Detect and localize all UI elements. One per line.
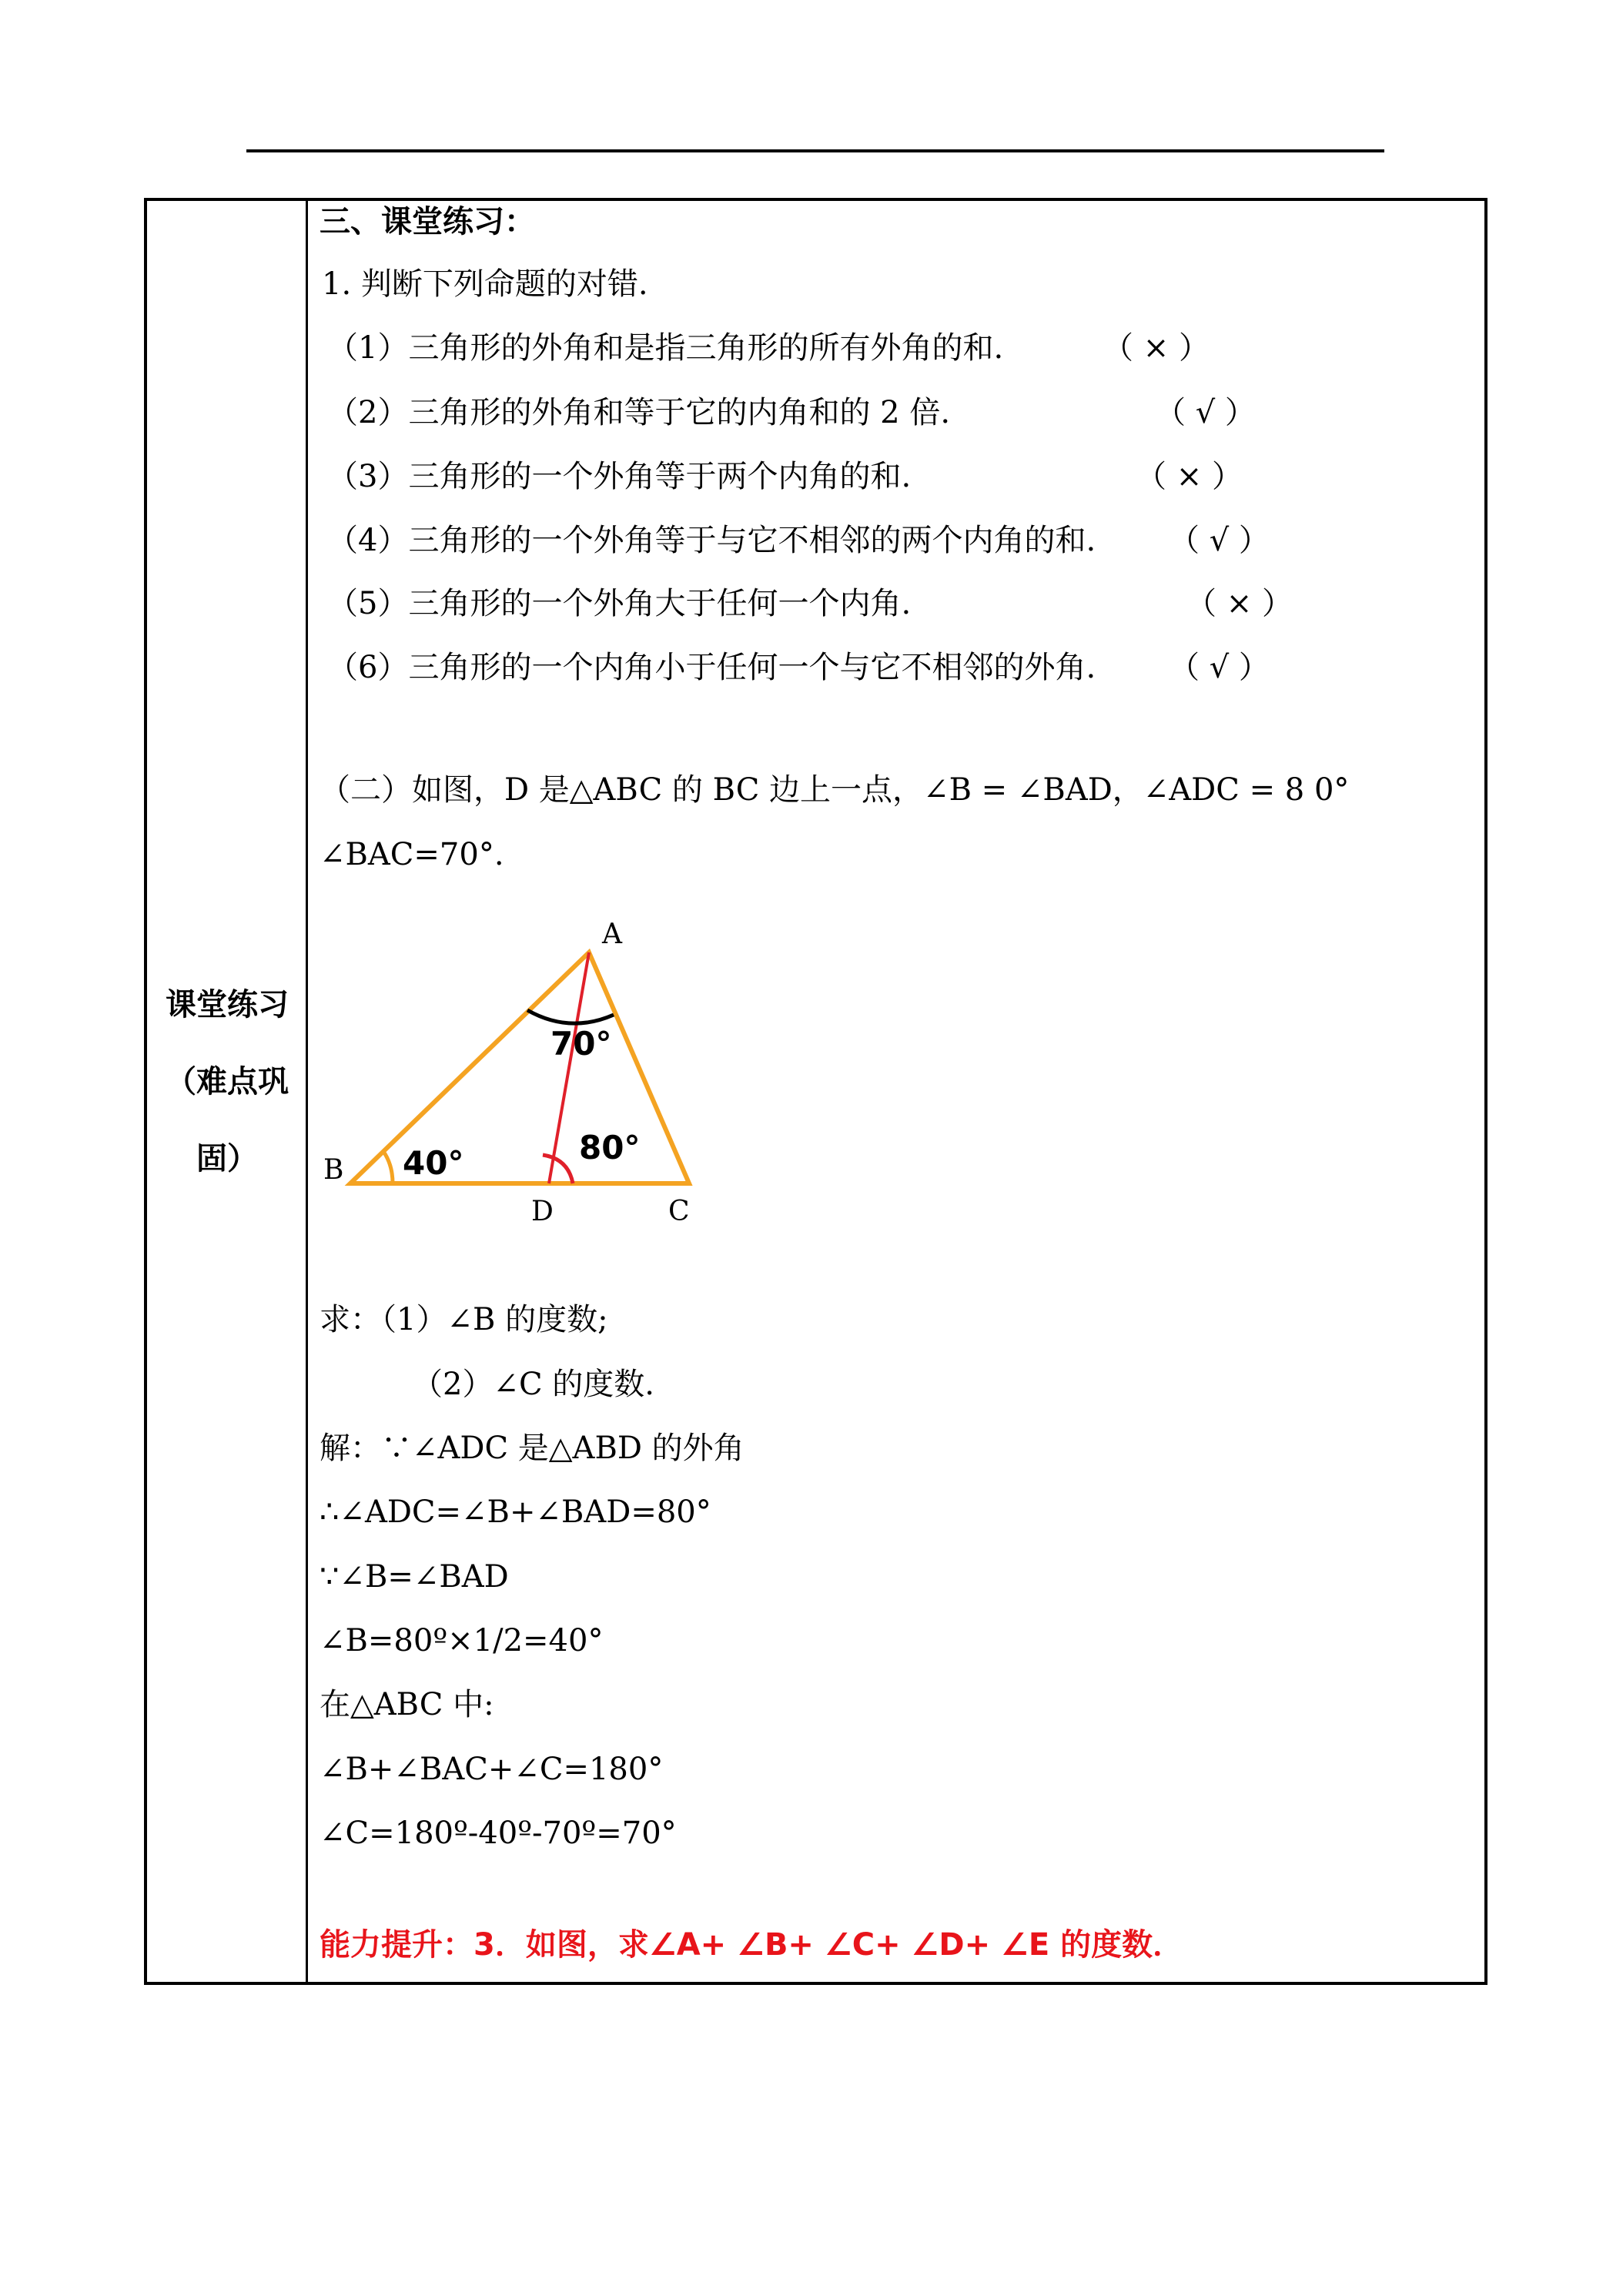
q1-answer-4: （ √ ） xyxy=(1169,523,1270,558)
vertex-label-d: D xyxy=(531,1196,554,1227)
q3-statement: 能力提升：3．如图，求∠A+ ∠B+ ∠C+ ∠D+ ∠E 的度数． xyxy=(320,1927,1184,1963)
solution-line-1: 解：∵∠ADC 是△ABD 的外角 xyxy=(320,1431,745,1466)
left-label-line-3: 固） xyxy=(196,1141,258,1176)
angle-label-b: 40° xyxy=(403,1144,464,1182)
solution-line-2: ∴∠ADC=∠B+∠BAD=80° xyxy=(320,1494,711,1530)
q1-item-1: （1）三角形的外角和是指三角形的所有外角的和. xyxy=(327,330,1004,366)
q1-item-6: （6）三角形的一个内角小于任何一个与它不相邻的外角. xyxy=(327,650,1096,685)
ask-line-2: （2）∠C 的度数. xyxy=(412,1367,654,1402)
angle-arc-a xyxy=(527,1010,614,1023)
angle-arc-b xyxy=(383,1150,393,1183)
angle-label-d: 80° xyxy=(579,1129,641,1166)
solution-line-4: ∠B=80º×1/2=40° xyxy=(320,1623,604,1658)
section-title: 三、课堂练习： xyxy=(320,204,535,239)
solution-line-5: 在△ABC 中: xyxy=(320,1687,494,1722)
vertex-label-b: B xyxy=(323,1154,344,1186)
q1-answer-5: （ × ） xyxy=(1186,586,1293,621)
left-label-line-2: （难点巩 xyxy=(166,1064,289,1099)
solution-line-6: ∠B+∠BAC+∠C=180° xyxy=(320,1752,664,1787)
solution-line-7: ∠C=180º-40º-70º=70° xyxy=(320,1816,677,1851)
q1-item-2: （2）三角形的外角和等于它的内角和的 2 倍. xyxy=(327,395,951,430)
q1-title: 1. 判断下列命题的对错. xyxy=(322,266,648,302)
q1-answer-1: （ × ） xyxy=(1103,330,1210,366)
angle-label-a: 70° xyxy=(550,1025,612,1063)
q2-statement-line-1: （二）如图，D 是△ABC 的 BC 边上一点，∠B = ∠BAD，∠ADC = 8 0° xyxy=(320,772,1350,808)
left-label-line-1: 课堂练习 xyxy=(166,987,289,1022)
ask-line-1: 求：（1）∠B 的度数; xyxy=(320,1302,608,1337)
q1-answer-2: （ √ ） xyxy=(1155,395,1256,430)
q1-answer-6: （ √ ） xyxy=(1169,650,1270,685)
q1-item-4: （4）三角形的一个外角等于与它不相邻的两个内角的和. xyxy=(327,523,1096,558)
q1-answer-3: （ × ） xyxy=(1136,459,1243,494)
vertex-label-c: C xyxy=(668,1196,690,1227)
q2-statement-line-2: ∠BAC=70°. xyxy=(320,837,504,872)
solution-line-3: ∵∠B=∠BAD xyxy=(320,1559,509,1595)
vertex-label-a: A xyxy=(602,919,622,950)
q1-item-3: （3）三角形的一个外角等于两个内角的和. xyxy=(327,459,912,494)
q1-item-5: （5）三角形的一个外角大于任何一个内角. xyxy=(327,586,912,621)
angle-arc-d xyxy=(543,1155,573,1183)
